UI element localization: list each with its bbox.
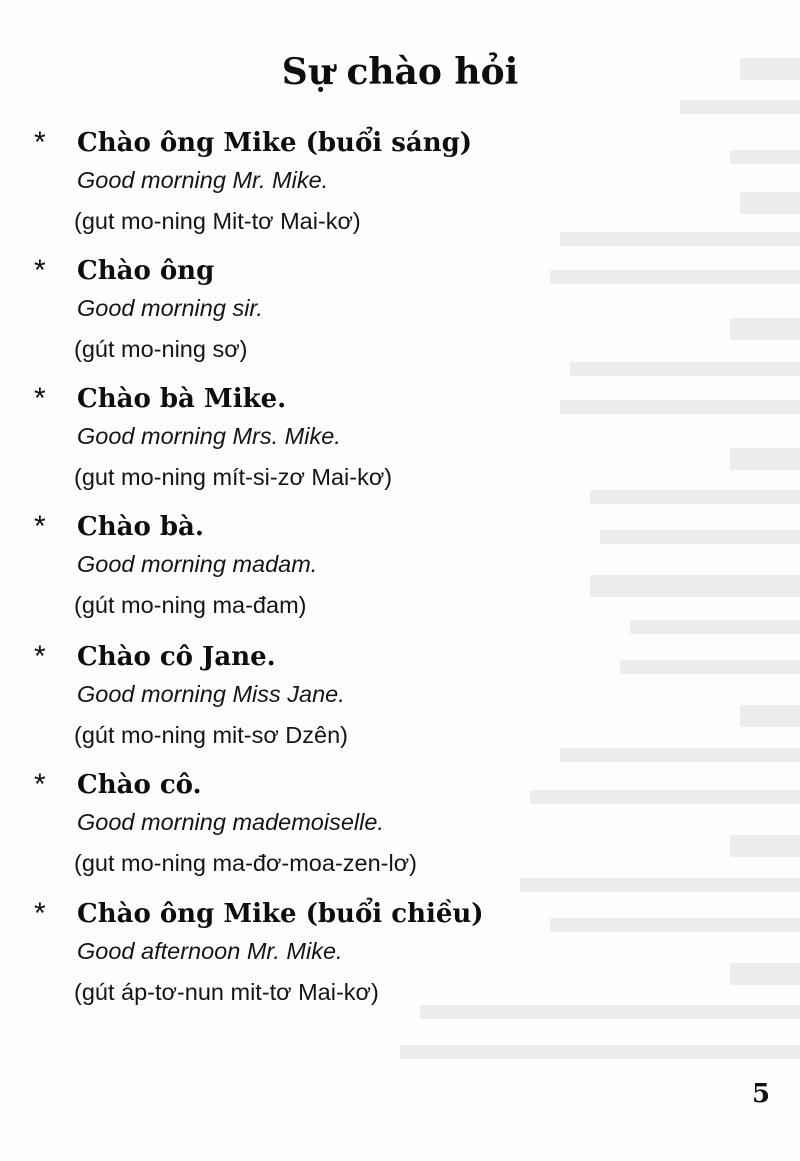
vietnamese-phrase: Chào cô Jane.: [77, 642, 276, 672]
vietnamese-phrase: Chào ông Mike (buổi chiều): [77, 899, 484, 929]
vietnamese-phrase: Chào bà Mike.: [77, 384, 287, 414]
bullet-asterisk: *: [34, 254, 46, 287]
bullet-asterisk: *: [34, 510, 46, 543]
bullet-asterisk: *: [34, 126, 46, 159]
vietnamese-phrase: Chào cô.: [77, 770, 202, 800]
english-translation: Good morning madam.: [77, 551, 318, 577]
pronunciation-guide: (gút mo-ning sơ): [74, 336, 248, 362]
vietnamese-phrase: Chào bà.: [77, 512, 204, 542]
pronunciation-guide: (gút mo-ning ma-đam): [74, 592, 307, 618]
vietnamese-phrase: Chào ông: [77, 256, 215, 286]
bullet-asterisk: *: [34, 897, 46, 930]
pronunciation-guide: (gut mo-ning mít-si-zơ Mai-kơ): [74, 464, 393, 490]
pronunciation-guide: (gut mo-ning Mit-tơ Mai-kơ): [74, 208, 361, 234]
vietnamese-phrase: Chào ông Mike (buổi sáng): [77, 128, 473, 158]
bullet-asterisk: *: [34, 640, 46, 673]
english-translation: Good morning sir.: [77, 295, 263, 321]
bullet-asterisk: *: [34, 768, 46, 801]
english-translation: Good morning Mrs. Mike.: [77, 423, 341, 449]
english-translation: Good afternoon Mr. Mike.: [77, 938, 343, 964]
page-number: 5: [752, 1079, 771, 1109]
page-title: Sự chào hỏi: [281, 51, 519, 93]
english-translation: Good morning Miss Jane.: [77, 681, 345, 707]
pronunciation-guide: (gút áp-tơ-nun mit-tơ Mai-kơ): [74, 979, 379, 1005]
english-translation: Good morning mademoiselle.: [77, 809, 384, 835]
english-translation: Good morning Mr. Mike.: [77, 167, 329, 193]
pronunciation-guide: (gut mo-ning ma-đơ-moa-zen-lơ): [74, 850, 417, 876]
pronunciation-guide: (gút mo-ning mit-sơ Dzên): [74, 722, 348, 748]
bullet-asterisk: *: [34, 382, 46, 415]
